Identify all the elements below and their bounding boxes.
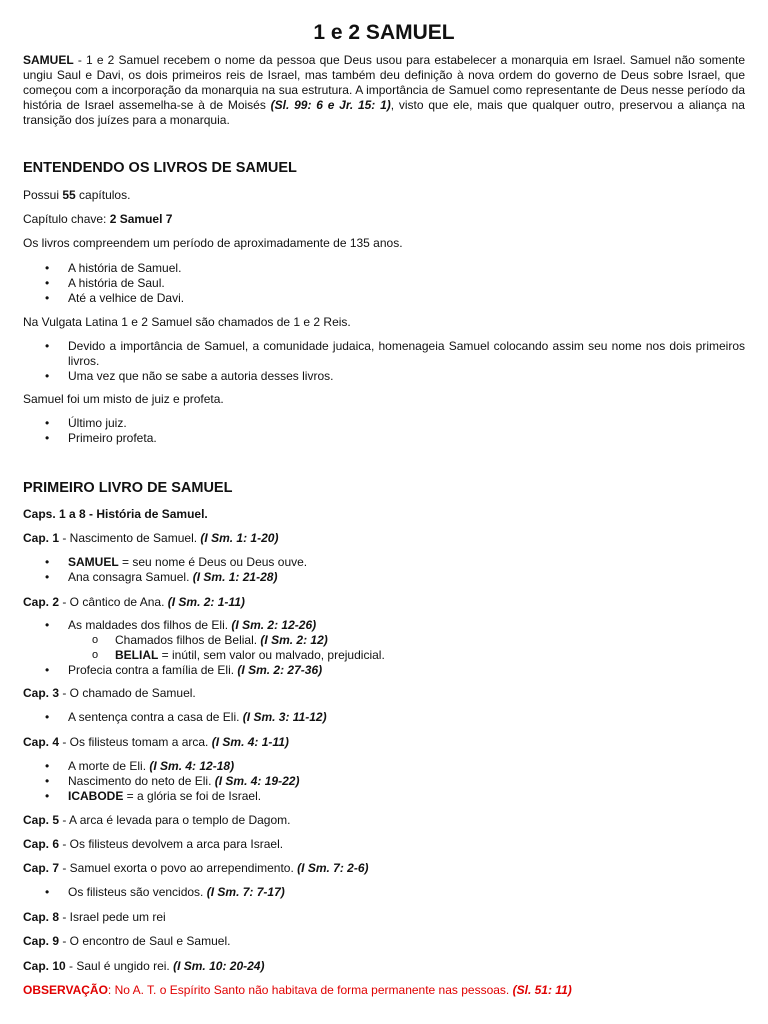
vulgata-text: Na Vulgata Latina 1 e 2 Samuel são chamados de 1 e 2 Reis. bbox=[23, 315, 351, 329]
cap10-line: Cap. 10 - Saul é ungido rei. (I Sm. 10: 20-24) bbox=[23, 959, 265, 973]
cap2-list bbox=[45, 618, 745, 678]
sublist-item: o Chamados filhos de Belial. (I Sm. 2: 12) bbox=[92, 633, 745, 648]
cap2-line: Cap. 2 - O cântico de Ana. (I Sm. 2: 1-11) bbox=[23, 595, 245, 609]
list-item: • A história de Saul. bbox=[45, 276, 745, 291]
cap1-list bbox=[45, 555, 745, 585]
cap6-line: Cap. 6 - Os filisteus devolvem a arca para Israel. bbox=[23, 837, 284, 851]
list-item: • Devido a importância de Samuel, a comunidade judaica, homenageia Samuel colocando assim seu nome nos dois primeiros livros. bbox=[45, 339, 745, 369]
cap4-list bbox=[45, 759, 745, 804]
list-item: • A sentença contra a casa de Eli. (I Sm. 3: 11-12) bbox=[45, 710, 745, 725]
caps-header: Caps. 1 a 8 - História de Samuel. bbox=[23, 507, 208, 521]
list-item: • Os filisteus são vencidos. (I Sm. 7: 7-17) bbox=[45, 885, 745, 900]
chapters-count: Possui 55 capítulos. bbox=[23, 188, 131, 202]
period-list bbox=[45, 261, 745, 306]
observation-note: OBSERVAÇÃO: No A. T. o Espírito Santo não habitava de forma permanente nas pessoas. (Sl. 51: 11) bbox=[23, 983, 572, 997]
cap2-sublist bbox=[68, 633, 745, 663]
cap7-line: Cap. 7 - Samuel exorta o povo ao arrependimento. (I Sm. 7: 2-6) bbox=[23, 861, 369, 875]
cap1-line: Cap. 1 - Nascimento de Samuel. (I Sm. 1: 1-20) bbox=[23, 531, 279, 545]
list-item: • Nascimento do neto de Eli. (I Sm. 4: 19-22) bbox=[45, 774, 745, 789]
list-item: • As maldades dos filhos de Eli. (I Sm. 2: 12-26) o Chamados filhos de Belial. (I Sm. 2: 12) o BELIAL = inútil, sem valor ou malvado, prejudicial. bbox=[45, 618, 745, 663]
section-heading-understanding: ENTENDENDO OS LIVROS DE SAMUEL bbox=[23, 160, 297, 176]
cap9-line: Cap. 9 - O encontro de Saul e Samuel. bbox=[23, 934, 231, 948]
intro-lead: SAMUEL bbox=[23, 53, 74, 67]
list-item: • Ana consagra Samuel. (I Sm. 1: 21-28) bbox=[45, 570, 745, 585]
vulgata-list bbox=[45, 339, 745, 384]
mix-text: Samuel foi um misto de juiz e profeta. bbox=[23, 392, 224, 406]
mix-list bbox=[45, 416, 745, 446]
key-chapter: Capítulo chave: 2 Samuel 7 bbox=[23, 212, 173, 226]
sublist-item: o BELIAL = inútil, sem valor ou malvado, prejudicial. bbox=[92, 648, 745, 663]
list-item: • Primeiro profeta. bbox=[45, 431, 745, 446]
list-item: • ICABODE = a glória se foi de Israel. bbox=[45, 789, 745, 804]
cap8-line: Cap. 8 - Israel pede um rei bbox=[23, 910, 166, 924]
intro-paragraph: SAMUEL - 1 e 2 Samuel recebem o nome da pessoa que Deus usou para estabelecer a monarquia em Israel. Samuel não somente ungiu Saul e Davi, os dois primeiros reis de Israel, mas também deu definição à nova ordem do governo de Deus sobre Israel, que começou com a incorporação da monarquia na sua estrutura. A importância de Samuel como representante de Deus nesse período da história de Israel assemelha-se à de Moisés (Sl. 99: 6 e Jr. 15: 1), visto que ele, mais que qualquer outro, preservou a aliança na transição dos juízes para a monarquia. bbox=[23, 53, 745, 127]
list-item: • Último juiz. bbox=[45, 416, 745, 431]
list-item: • A morte de Eli. (I Sm. 4: 12-18) bbox=[45, 759, 745, 774]
list-item: • Profecia contra a família de Eli. (I Sm. 2: 27-36) bbox=[45, 663, 745, 678]
section-heading-first-book: PRIMEIRO LIVRO DE SAMUEL bbox=[23, 480, 233, 496]
cap5-line: Cap. 5 - A arca é levada para o templo de Dagom. bbox=[23, 813, 291, 827]
page-title: 1 e 2 SAMUEL bbox=[313, 21, 455, 44]
list-item: • Até a velhice de Davi. bbox=[45, 291, 745, 306]
cap7-list bbox=[45, 885, 745, 900]
list-item: • SAMUEL = seu nome é Deus ou Deus ouve. bbox=[45, 555, 745, 570]
period-text: Os livros compreendem um período de aproximadamente de 135 anos. bbox=[23, 236, 403, 250]
cap4-line: Cap. 4 - Os filisteus tomam a arca. (I Sm. 4: 1-11) bbox=[23, 735, 289, 749]
list-item: • Uma vez que não se sabe a autoria desses livros. bbox=[45, 369, 745, 384]
cap3-list bbox=[45, 710, 745, 725]
list-item: • A história de Samuel. bbox=[45, 261, 745, 276]
cap3-line: Cap. 3 - O chamado de Samuel. bbox=[23, 686, 196, 700]
